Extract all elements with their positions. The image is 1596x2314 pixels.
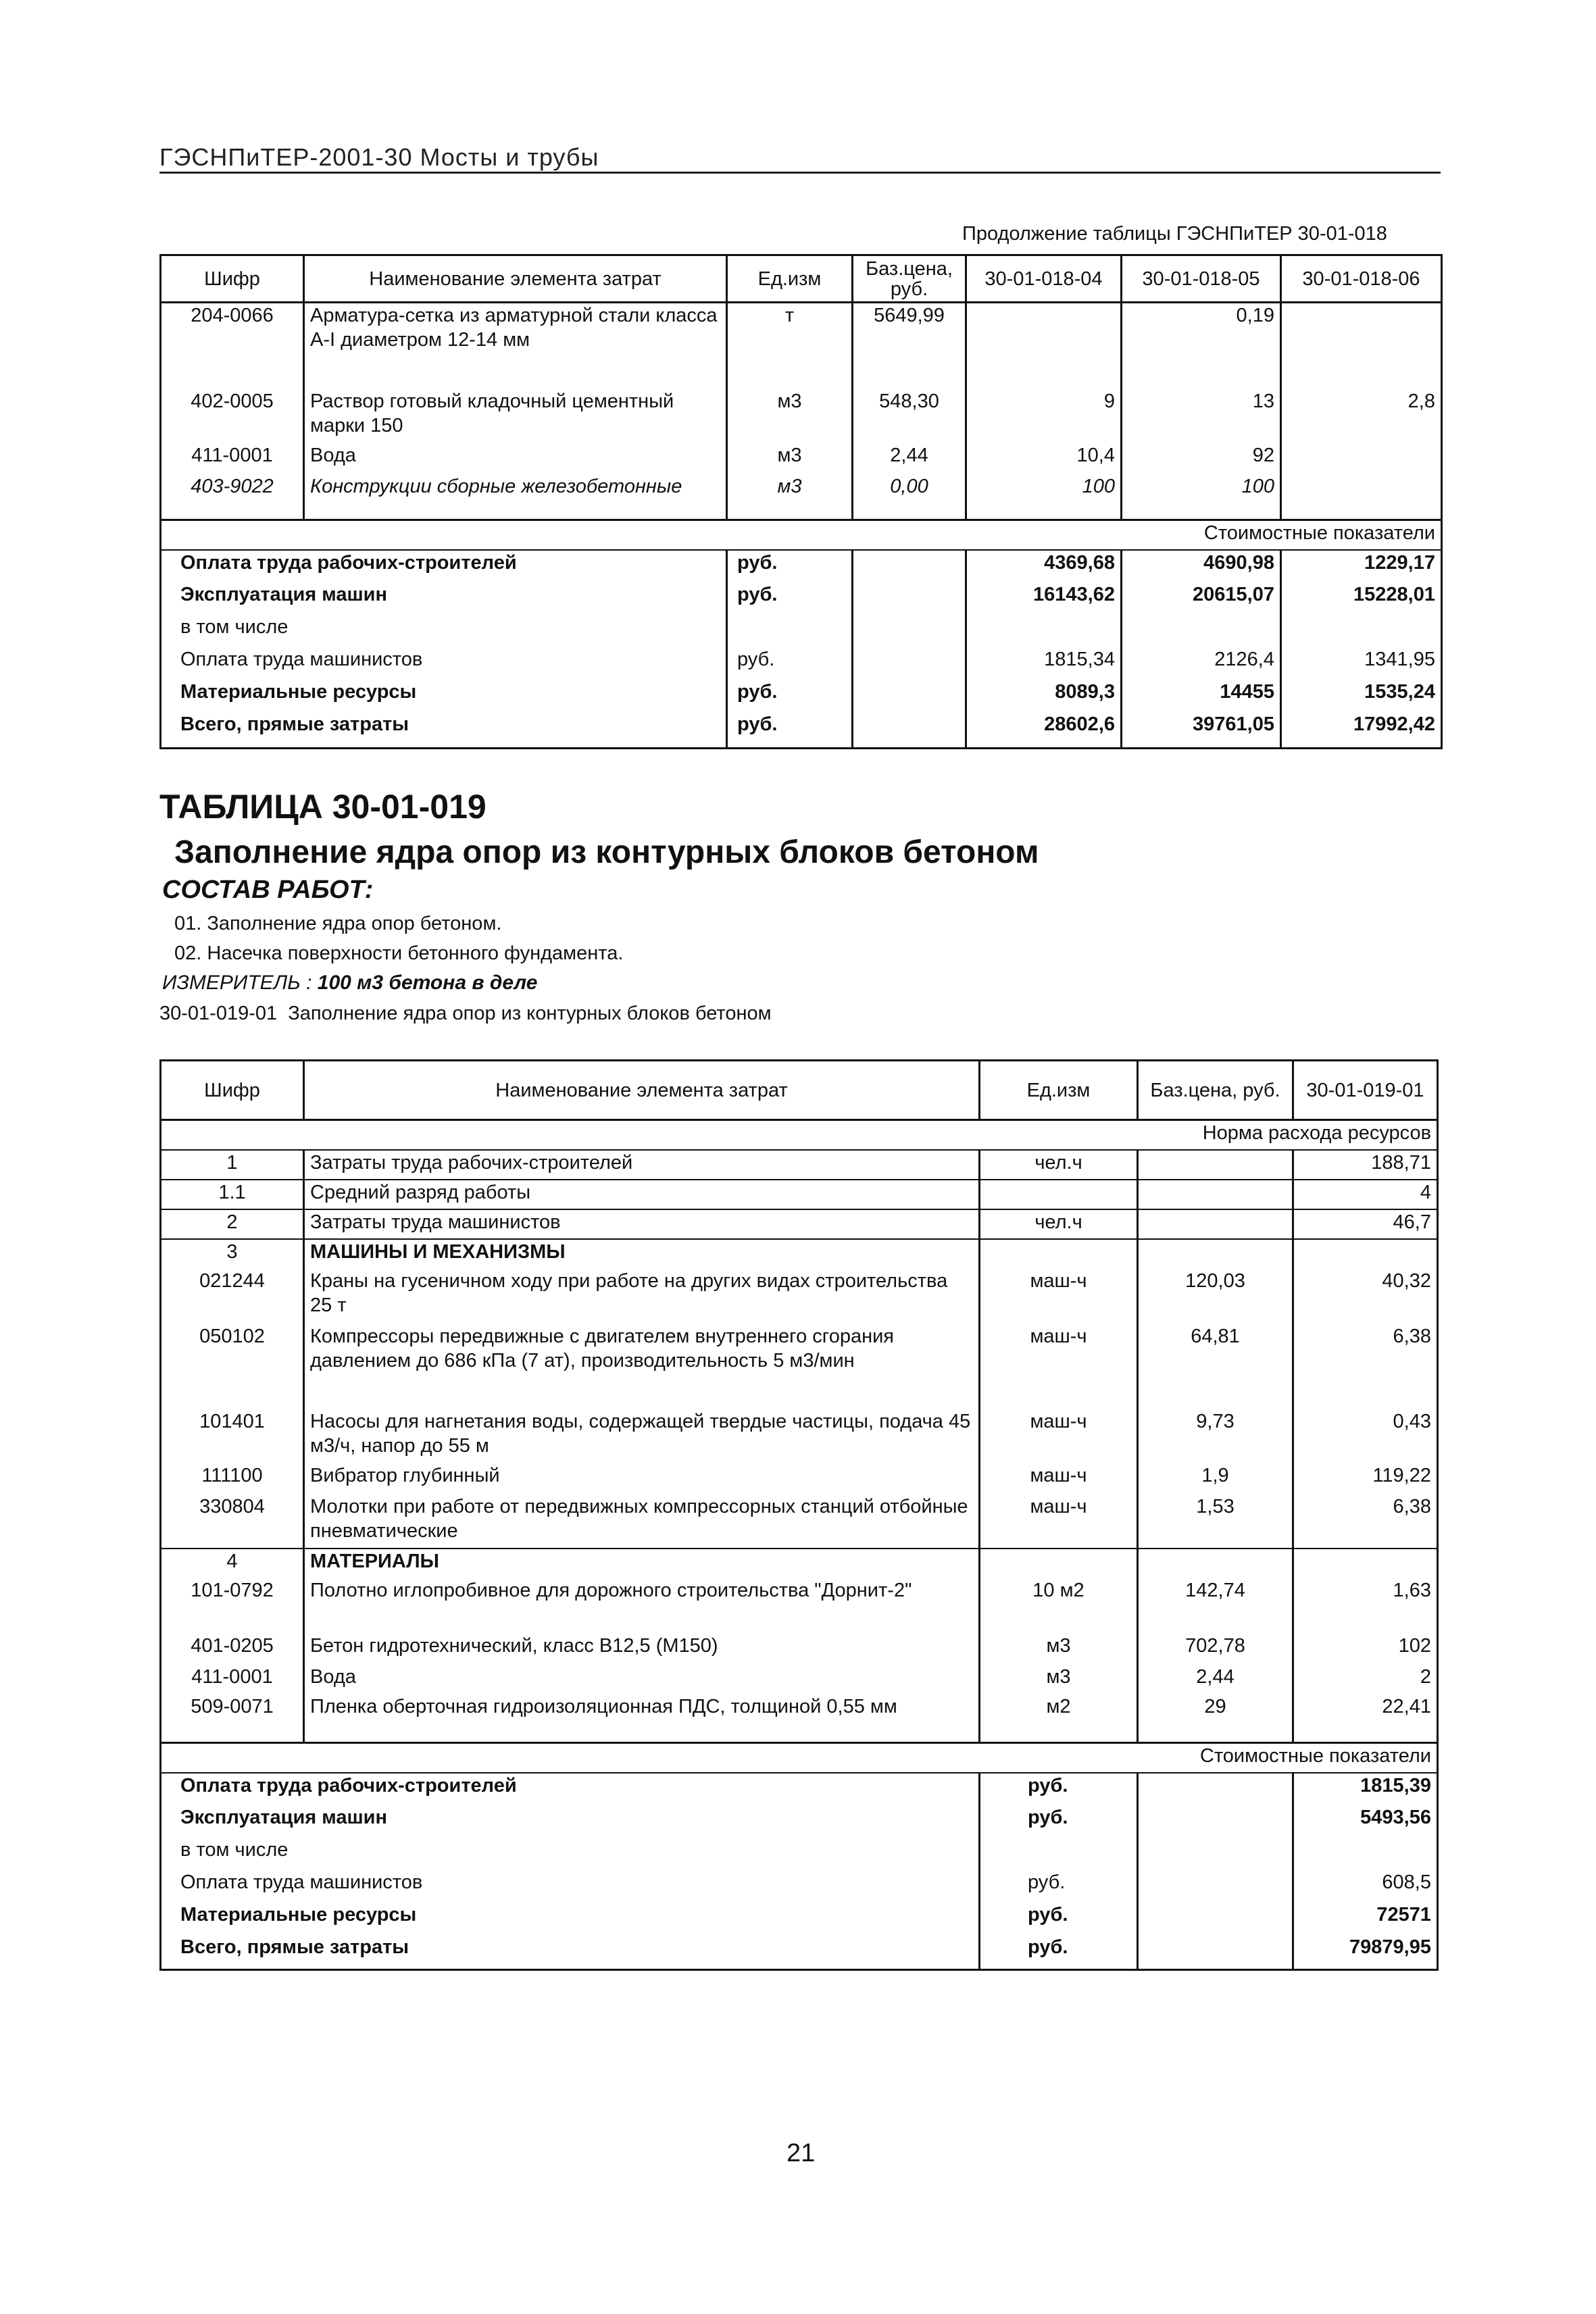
row-unit: м3 [727, 443, 853, 474]
cost-unit: руб. [980, 1903, 1138, 1935]
row-code: 050102 [161, 1324, 304, 1409]
cost-value-1: 28602,6 [966, 712, 1122, 749]
table-subtitle: Заполнение ядра опор из контурных блоков бетоном [174, 834, 1039, 870]
row-price: 1,53 [1138, 1494, 1293, 1549]
col-header-v1: 30-01-018-04 [966, 255, 1122, 303]
row-unit: маш-ч [980, 1324, 1138, 1409]
cost-row [161, 680, 1442, 712]
col-header-unit: Ед.изм [727, 255, 853, 303]
row-name: Раствор готовый кладочный цементный марки 150 [304, 389, 727, 443]
row-code: 1 [161, 1150, 304, 1180]
table-row [161, 1494, 1438, 1549]
row-code: 4 [161, 1549, 304, 1578]
row-unit: м3 [980, 1634, 1138, 1665]
row-unit: чел.ч [980, 1209, 1138, 1239]
row-value-2: 100 [1122, 474, 1281, 520]
cost-value-2: 4690,98 [1122, 550, 1281, 582]
cost-unit: руб. [727, 647, 853, 680]
row-name: Вода [304, 443, 727, 474]
cost-value-1: 4369,68 [966, 550, 1122, 582]
cost-label: в том числе [161, 1838, 980, 1870]
table-row [161, 1324, 1438, 1409]
row-unit: м2 [980, 1694, 1138, 1743]
row-price: 64,81 [1138, 1324, 1293, 1409]
row-price: 0,00 [853, 474, 966, 520]
row-unit: м3 [980, 1665, 1138, 1694]
cost-value-2: 2126,4 [1122, 647, 1281, 680]
row-code: 402-0005 [161, 389, 304, 443]
table-row [161, 1150, 1438, 1180]
row-unit: т [727, 303, 853, 389]
col-header-name: Наименование элемента затрат [304, 1061, 980, 1120]
row-code: 204-0066 [161, 303, 304, 389]
cost-value: 79879,95 [1293, 1935, 1438, 1970]
row-value: 22,41 [1293, 1694, 1438, 1743]
row-price [1138, 1180, 1293, 1209]
row-value-2: 13 [1122, 389, 1281, 443]
cost-unit: руб. [727, 550, 853, 582]
row-price: 2,44 [1138, 1665, 1293, 1694]
cost-row [161, 550, 1442, 582]
col-header-price: Баз.цена, руб. [1138, 1061, 1293, 1120]
row-price: 142,74 [1138, 1578, 1293, 1634]
cost-value-2: 20615,07 [1122, 582, 1281, 615]
row-name: Пленка оберточная гидроизоляционная ПДС, толщиной 0,55 мм [304, 1694, 980, 1743]
row-code: 111100 [161, 1463, 304, 1494]
row-value: 0,43 [1293, 1409, 1438, 1463]
row-price [1138, 1209, 1293, 1239]
cost-label: Всего, прямые затраты [161, 712, 727, 749]
row-value [1293, 1239, 1438, 1269]
work-item-1: 01. Заполнение ядра опор бетоном. [174, 913, 502, 934]
row-unit: маш-ч [980, 1463, 1138, 1494]
row-value-2: 0,19 [1122, 303, 1281, 389]
measure-value: 100 м3 бетона в деле [317, 972, 538, 994]
row-unit: м3 [727, 474, 853, 520]
row-code: 101-0792 [161, 1578, 304, 1634]
row-name: Конструкции сборные железобетонные [304, 474, 727, 520]
cost-indicators-header: Стоимостные показатели [161, 520, 1442, 550]
row-value: 102 [1293, 1634, 1438, 1665]
col-header-price: Баз.цена, руб. [853, 255, 966, 303]
row-price [1138, 1549, 1293, 1578]
cost-unit: руб. [980, 1935, 1138, 1970]
row-code: 021244 [161, 1269, 304, 1324]
row-code: 1.1 [161, 1180, 304, 1209]
row-price [1138, 1239, 1293, 1269]
norm-header: Норма расхода ресурсов [161, 1120, 1438, 1150]
table-row [161, 1269, 1438, 1324]
row-name: Компрессоры передвижные с двигателем внутреннего сгорания давлением до 686 кПа (7 ат), производительность 5 м3/мин [304, 1324, 980, 1409]
work-item-2: 02. Насечка поверхности бетонного фундамента. [174, 942, 624, 964]
row-unit: 10 м2 [980, 1578, 1138, 1634]
col-header-code: Шифр [161, 255, 304, 303]
cost-value-1: 1815,34 [966, 647, 1122, 680]
row-name: Бетон гидротехнический, класс В12,5 (М150) [304, 1634, 980, 1665]
table-row [161, 1578, 1438, 1634]
table-continuation-note: Продолжение таблицы ГЭСНПиТЕР 30-01-018 [962, 223, 1387, 245]
row-value: 4 [1293, 1180, 1438, 1209]
row-name: Краны на гусеничном ходу при работе на других видах строительства 25 т [304, 1269, 980, 1324]
row-price: 548,30 [853, 389, 966, 443]
row-value: 6,38 [1293, 1324, 1438, 1409]
row-price: 1,9 [1138, 1463, 1293, 1494]
cost-label: Оплата труда рабочих-строителей [161, 550, 727, 582]
cost-label: Всего, прямые затраты [161, 1935, 980, 1970]
row-price: 2,44 [853, 443, 966, 474]
col-header-value: 30-01-019-01 [1293, 1061, 1438, 1120]
cost-label: Материальные ресурсы [161, 680, 727, 712]
row-unit: маш-ч [980, 1494, 1138, 1549]
row-unit [980, 1180, 1138, 1209]
row-name: Затраты труда рабочих-строителей [304, 1150, 980, 1180]
page-number: 21 [787, 2139, 816, 2167]
row-value: 40,32 [1293, 1269, 1438, 1324]
row-code: 411-0001 [161, 1665, 304, 1694]
measure-label: ИЗМЕРИТЕЛЬ : [162, 972, 312, 994]
cost-row [161, 647, 1442, 680]
cost-label: Материальные ресурсы [161, 1903, 980, 1935]
cost-value-3: 1535,24 [1281, 680, 1442, 712]
row-code: 2 [161, 1209, 304, 1239]
cost-label: Оплата труда машинистов [161, 1870, 980, 1903]
cost-row [161, 1805, 1438, 1838]
row-value: 46,7 [1293, 1209, 1438, 1239]
row-value [1293, 1549, 1438, 1578]
row-unit: м3 [727, 389, 853, 443]
table-header-row [161, 255, 1442, 303]
cost-value-3: 1229,17 [1281, 550, 1442, 582]
row-value: 188,71 [1293, 1150, 1438, 1180]
cost-row [161, 1903, 1438, 1935]
row-code: 403-9022 [161, 474, 304, 520]
table-row [161, 1665, 1438, 1694]
resource-table-30-01-019 [159, 1059, 1439, 1971]
cost-value: 608,5 [1293, 1870, 1438, 1903]
row-value: 6,38 [1293, 1494, 1438, 1549]
table-row [161, 1694, 1438, 1743]
col-header-unit: Ед.изм [980, 1061, 1138, 1120]
cost-value-2: 39761,05 [1122, 712, 1281, 749]
cost-unit: руб. [980, 1870, 1138, 1903]
cost-value-1: 16143,62 [966, 582, 1122, 615]
cost-header-row [161, 520, 1442, 550]
col-header-code: Шифр [161, 1061, 304, 1120]
cost-value-3: 17992,42 [1281, 712, 1442, 749]
row-value: 1,63 [1293, 1578, 1438, 1634]
row-value: 119,22 [1293, 1463, 1438, 1494]
cost-label: Оплата труда машинистов [161, 647, 727, 680]
row-price: 702,78 [1138, 1634, 1293, 1665]
cost-row [161, 1870, 1438, 1903]
row-code: 509-0071 [161, 1694, 304, 1743]
cost-value: 1815,39 [1293, 1773, 1438, 1805]
row-price: 29 [1138, 1694, 1293, 1743]
row-unit: маш-ч [980, 1269, 1138, 1324]
cost-label: Оплата труда рабочих-строителей [161, 1773, 980, 1805]
row-value-1: 9 [966, 389, 1122, 443]
table-row [161, 1239, 1438, 1269]
cost-row [161, 1773, 1438, 1805]
table-row [161, 474, 1442, 520]
cost-label: Эксплуатация машин [161, 1805, 980, 1838]
row-name: Затраты труда машинистов [304, 1209, 980, 1239]
table-row [161, 303, 1442, 389]
table-row [161, 389, 1442, 443]
table-row [161, 1209, 1438, 1239]
row-unit: чел.ч [980, 1150, 1138, 1180]
row-value-2: 92 [1122, 443, 1281, 474]
row-name: Средний разряд работы [304, 1180, 980, 1209]
cost-label: в том числе [161, 615, 727, 647]
row-value: 2 [1293, 1665, 1438, 1694]
col-header-name: Наименование элемента затрат [304, 255, 727, 303]
cost-value-3: 1341,95 [1281, 647, 1442, 680]
row-code: 330804 [161, 1494, 304, 1549]
cost-row [161, 582, 1442, 615]
row-price [1138, 1150, 1293, 1180]
cost-unit: руб. [980, 1773, 1138, 1805]
header-rule [159, 172, 1441, 174]
row-value-3 [1281, 443, 1442, 474]
row-code: 3 [161, 1239, 304, 1269]
norm-code-line: 30-01-019-01 Заполнение ядра опор из контурных блоков бетоном [159, 1003, 772, 1024]
row-name: Полотно иглопробивное для дорожного строительства "Дорнит-2" [304, 1578, 980, 1634]
row-name: МАШИНЫ И МЕХАНИЗМЫ [304, 1239, 980, 1269]
table-row [161, 1409, 1438, 1463]
cost-value-3: 15228,01 [1281, 582, 1442, 615]
row-value-3 [1281, 474, 1442, 520]
table-title: ТАБЛИЦА 30-01-019 [159, 788, 487, 826]
cost-row [161, 615, 1442, 647]
table-header-row [161, 1061, 1438, 1120]
table-row [161, 443, 1442, 474]
col-header-v2: 30-01-018-05 [1122, 255, 1281, 303]
resource-table-30-01-018 [159, 254, 1443, 749]
row-value-1: 100 [966, 474, 1122, 520]
row-value-1: 10,4 [966, 443, 1122, 474]
row-name: Вибратор глубинный [304, 1463, 980, 1494]
cost-unit: руб. [980, 1805, 1138, 1838]
cost-unit: руб. [727, 712, 853, 749]
cost-value-2: 14455 [1122, 680, 1281, 712]
measure-line [162, 972, 537, 995]
cost-indicators-header: Стоимостные показатели [161, 1743, 1438, 1773]
cost-header-row [161, 1743, 1438, 1773]
cost-row [161, 712, 1442, 749]
row-price: 9,73 [1138, 1409, 1293, 1463]
row-unit: маш-ч [980, 1409, 1138, 1463]
row-name: Арматура-сетка из арматурной стали класса А-I диаметром 12-14 мм [304, 303, 727, 389]
row-code: 101401 [161, 1409, 304, 1463]
cost-value: 72571 [1293, 1903, 1438, 1935]
cost-value: 5493,56 [1293, 1805, 1438, 1838]
row-name: Вода [304, 1665, 980, 1694]
row-value-3: 2,8 [1281, 389, 1442, 443]
cost-label: Эксплуатация машин [161, 582, 727, 615]
cost-value-1: 8089,3 [966, 680, 1122, 712]
norm-header-row [161, 1120, 1438, 1150]
table-row [161, 1549, 1438, 1578]
running-header: ГЭСНПиТЕР-2001-30 Мосты и трубы [159, 143, 599, 171]
row-code: 411-0001 [161, 443, 304, 474]
row-value-1 [966, 303, 1122, 389]
row-name: Молотки при работе от передвижных компрессорных станций отбойные пневматические [304, 1494, 980, 1549]
row-code: 401-0205 [161, 1634, 304, 1665]
work-composition-heading: СОСТАВ РАБОТ: [162, 876, 374, 904]
cost-unit: руб. [727, 582, 853, 615]
row-value-3 [1281, 303, 1442, 389]
table-row [161, 1634, 1438, 1665]
table-row [161, 1463, 1438, 1494]
table-row [161, 1180, 1438, 1209]
row-name: МАТЕРИАЛЫ [304, 1549, 980, 1578]
cost-row [161, 1935, 1438, 1970]
cost-row [161, 1838, 1438, 1870]
row-unit [980, 1239, 1138, 1269]
row-unit [980, 1549, 1138, 1578]
row-price: 120,03 [1138, 1269, 1293, 1324]
row-name: Насосы для нагнетания воды, содержащей твердые частицы, подача 45 м3/ч, напор до 55 м [304, 1409, 980, 1463]
col-header-v3: 30-01-018-06 [1281, 255, 1442, 303]
cost-unit: руб. [727, 680, 853, 712]
row-price: 5649,99 [853, 303, 966, 389]
